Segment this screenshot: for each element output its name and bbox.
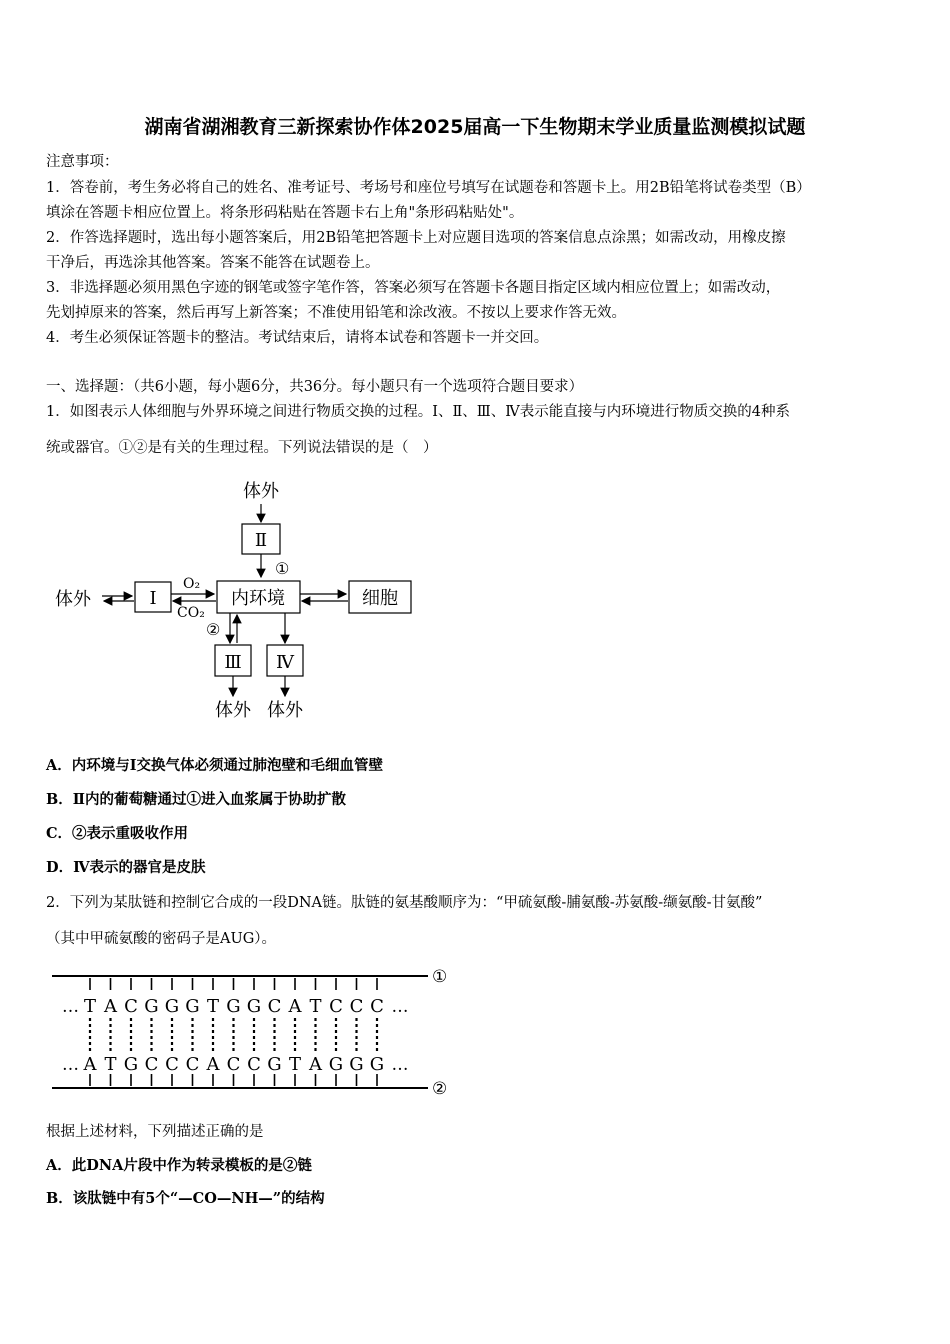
- top-base: T: [309, 996, 322, 1017]
- q1-diagram: [40, 470, 440, 725]
- top-base: G: [144, 996, 159, 1017]
- bottom-base: T: [104, 1054, 117, 1075]
- bottom-base: G: [369, 1054, 385, 1075]
- bottom-base: G: [349, 1054, 364, 1075]
- internal-environment-label: 内环境: [231, 588, 285, 609]
- bottom-outside-label-3: 体外: [215, 700, 251, 721]
- bottom-base: A: [83, 1054, 97, 1075]
- bottom-base: G: [123, 1054, 139, 1075]
- notice-line: 先划掉原来的答案，然后再写上新答案；不准使用铅笔和涂改液。不按以上要求作答无效。: [46, 305, 626, 321]
- q2-lead: 根据上述材料，下列描述正确的是: [46, 1124, 264, 1140]
- bottom-base: A: [206, 1054, 220, 1075]
- bottom-base: C: [247, 1054, 261, 1075]
- top-base: A: [288, 996, 302, 1017]
- top-base: G: [185, 996, 200, 1017]
- box-2-label: Ⅱ: [254, 530, 268, 551]
- top-outside-label: 体外: [243, 481, 279, 502]
- q1-option-c[interactable]: C．②表示重吸收作用: [46, 825, 189, 842]
- top-base: C: [349, 996, 364, 1017]
- process-1-label: ①: [275, 559, 290, 578]
- top-ellipsis-left: …: [62, 997, 79, 1017]
- top-ellipsis-right: …: [391, 997, 409, 1017]
- cell-label: 细胞: [362, 588, 398, 609]
- q2-option-a[interactable]: A．此DNA片段中作为转录模板的是②链: [46, 1157, 312, 1174]
- bottom-base: A: [309, 1054, 322, 1075]
- box-1-label: Ⅰ: [149, 588, 157, 609]
- q2-stem: （其中甲硫氨酸的密码子是AUG）。: [46, 931, 277, 947]
- notice-line: 3．非选择题必须用黑色字迹的钢笔或签字笔作答，答案必须写在答题卡各题目指定区域内相应位置上；如需改动，: [46, 280, 781, 296]
- q2-stem: 2．下列为某肽链和控制它合成的一段DNA链。肽链的氨基酸顺序为：“甲硫氨酸-脯氨酸-苏氨酸-缬氨酸-甘氨酸”: [46, 895, 763, 911]
- notice-line: 2．作答选择题时，选出每小题答案后，用2B铅笔把答题卡上对应题目选项的答案信息点涂黑；如需改动，用橡皮擦: [46, 230, 786, 246]
- notice-line: 干净后，再选涂其他答案。答案不能答在试题卷上。: [46, 255, 380, 271]
- bottom-base: G: [328, 1054, 344, 1075]
- q1-stem: 统或器官。①②是有关的生理过程。下列说法错误的是（ ）: [46, 440, 438, 456]
- q2-option-b[interactable]: B．该肽链中有5个“—CO—NH—”的结构: [46, 1190, 325, 1207]
- top-base: C: [124, 996, 138, 1017]
- process-2-label: ②: [206, 620, 221, 639]
- bottom-base: C: [226, 1054, 241, 1075]
- left-outside-label: 体外: [55, 589, 91, 610]
- bottom-base: G: [267, 1054, 282, 1075]
- dna-figure: [40, 962, 470, 1102]
- notice-line: 填涂在答题卡相应位置上。将条形码粘贴在答题卡右上角"条形码粘贴处"。: [46, 205, 524, 221]
- top-base: T: [83, 996, 97, 1017]
- q1-option-b[interactable]: B．Ⅱ内的葡萄糖通过①进入血浆属于协助扩散: [46, 791, 346, 808]
- top-base: C: [267, 996, 282, 1017]
- top-base: A: [104, 996, 117, 1017]
- top-base: G: [164, 996, 180, 1017]
- top-base: T: [206, 996, 220, 1017]
- box-3-label: Ⅲ: [224, 652, 242, 673]
- bottom-outside-label-4: 体外: [267, 700, 303, 721]
- top-base: C: [370, 996, 384, 1017]
- co2-label: CO₂: [177, 605, 205, 621]
- page-title: 湖南省湖湘教育三新探索协作体2025届高一下生物期末学业质量监测模拟试题: [144, 116, 806, 138]
- o2-label: O₂: [183, 576, 201, 592]
- q1-option-a[interactable]: A．内环境与Ⅰ交换气体必须通过肺泡壁和毛细血管壁: [46, 757, 384, 774]
- strand-1-label: ①: [432, 967, 448, 987]
- bottom-ellipsis-right: …: [391, 1055, 409, 1075]
- bottom-base: T: [288, 1054, 302, 1075]
- bottom-base: C: [165, 1054, 179, 1075]
- bottom-ellipsis-left: …: [62, 1055, 79, 1075]
- section-heading: 一、选择题：（共6小题，每小题6分，共36分。每小题只有一个选项符合题目要求）: [46, 379, 584, 395]
- notice-line: 1．答卷前，考生务必将自己的姓名、准考证号、考场号和座位号填写在试题卷和答题卡上。用2B铅笔将试卷类型（B）: [46, 180, 811, 196]
- box-4-label: Ⅳ: [276, 652, 294, 673]
- strand-2-label: ②: [432, 1079, 448, 1099]
- bottom-base: C: [185, 1054, 200, 1075]
- bottom-base: C: [144, 1054, 159, 1075]
- top-base: C: [329, 996, 343, 1017]
- q1-option-d[interactable]: D．Ⅳ表示的器官是皮肤: [46, 859, 206, 876]
- top-base: G: [246, 996, 262, 1017]
- q1-stem: 1．如图表示人体细胞与外界环境之间进行物质交换的过程。Ⅰ、Ⅱ、Ⅲ、Ⅳ表示能直接与内环境进行物质交换的4种系: [46, 404, 790, 420]
- notice-heading: 注意事项：: [46, 154, 119, 170]
- top-base: G: [226, 996, 241, 1017]
- notice-line: 4．考生必须保证答题卡的整洁。考试结束后，请将本试卷和答题卡一并交回。: [46, 330, 549, 346]
